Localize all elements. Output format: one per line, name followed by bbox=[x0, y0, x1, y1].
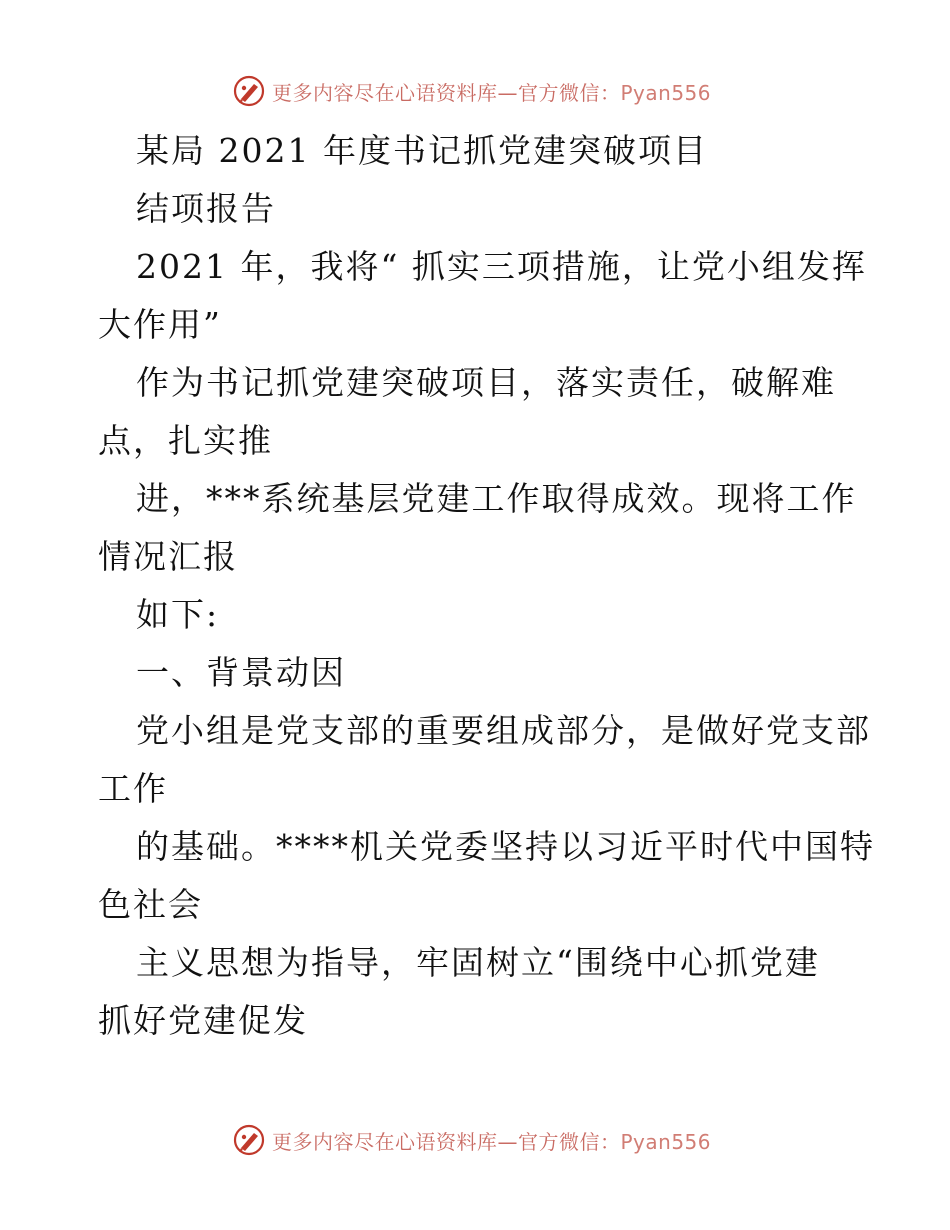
pen-logo-icon bbox=[232, 74, 266, 108]
text-line: 党小组是党支部的重要组成部分，是做好党支部 bbox=[136, 711, 871, 750]
paragraph bbox=[98, 354, 888, 470]
paragraph bbox=[98, 180, 888, 238]
header-watermark bbox=[232, 73, 711, 109]
text-line: 主义思想为指导，牢固树立“围绕中心抓党建 bbox=[136, 943, 820, 982]
text-line: 如下: bbox=[136, 595, 220, 634]
footer-watermark bbox=[232, 1122, 711, 1158]
text-line: 点，扎实推 bbox=[98, 421, 273, 460]
text-line: 色社会 bbox=[98, 885, 203, 924]
paragraph bbox=[98, 644, 888, 702]
text-line: 抓好党建促发 bbox=[98, 1001, 308, 1040]
paragraph bbox=[98, 702, 888, 818]
watermark-text: 更多内容尽在心语资料库—官方微信：Pyan556 bbox=[272, 80, 712, 105]
text-line: 某局 2021 年度书记抓党建突破项目 bbox=[136, 131, 708, 170]
watermark-text: 更多内容尽在心语资料库—官方微信：Pyan556 bbox=[272, 1129, 712, 1154]
text-line: 作为书记抓党建突破项目，落实责任，破解难 bbox=[136, 363, 836, 402]
text-line: 一、背景动因 bbox=[136, 653, 346, 692]
text-line: 情况汇报 bbox=[98, 537, 238, 576]
text-line: 进，***系统基层党建工作取得成效。现将工作 bbox=[136, 479, 857, 518]
paragraph bbox=[98, 238, 888, 354]
paragraph bbox=[98, 122, 888, 180]
pen-logo-icon bbox=[232, 1123, 266, 1157]
text-line: 2021 年，我将“ 抓实三项措施，让党小组发挥 bbox=[136, 247, 867, 286]
text-line: 的基础。****机关党委坚持以习近平时代中国特 bbox=[136, 827, 875, 866]
text-line: 大作用” bbox=[98, 305, 222, 344]
paragraph bbox=[98, 934, 888, 1050]
document-body bbox=[98, 122, 888, 1050]
text-line: 结项报告 bbox=[136, 189, 276, 228]
text-line: 工作 bbox=[98, 769, 168, 808]
paragraph bbox=[98, 586, 888, 644]
paragraph bbox=[98, 470, 888, 586]
paragraph bbox=[98, 818, 888, 934]
